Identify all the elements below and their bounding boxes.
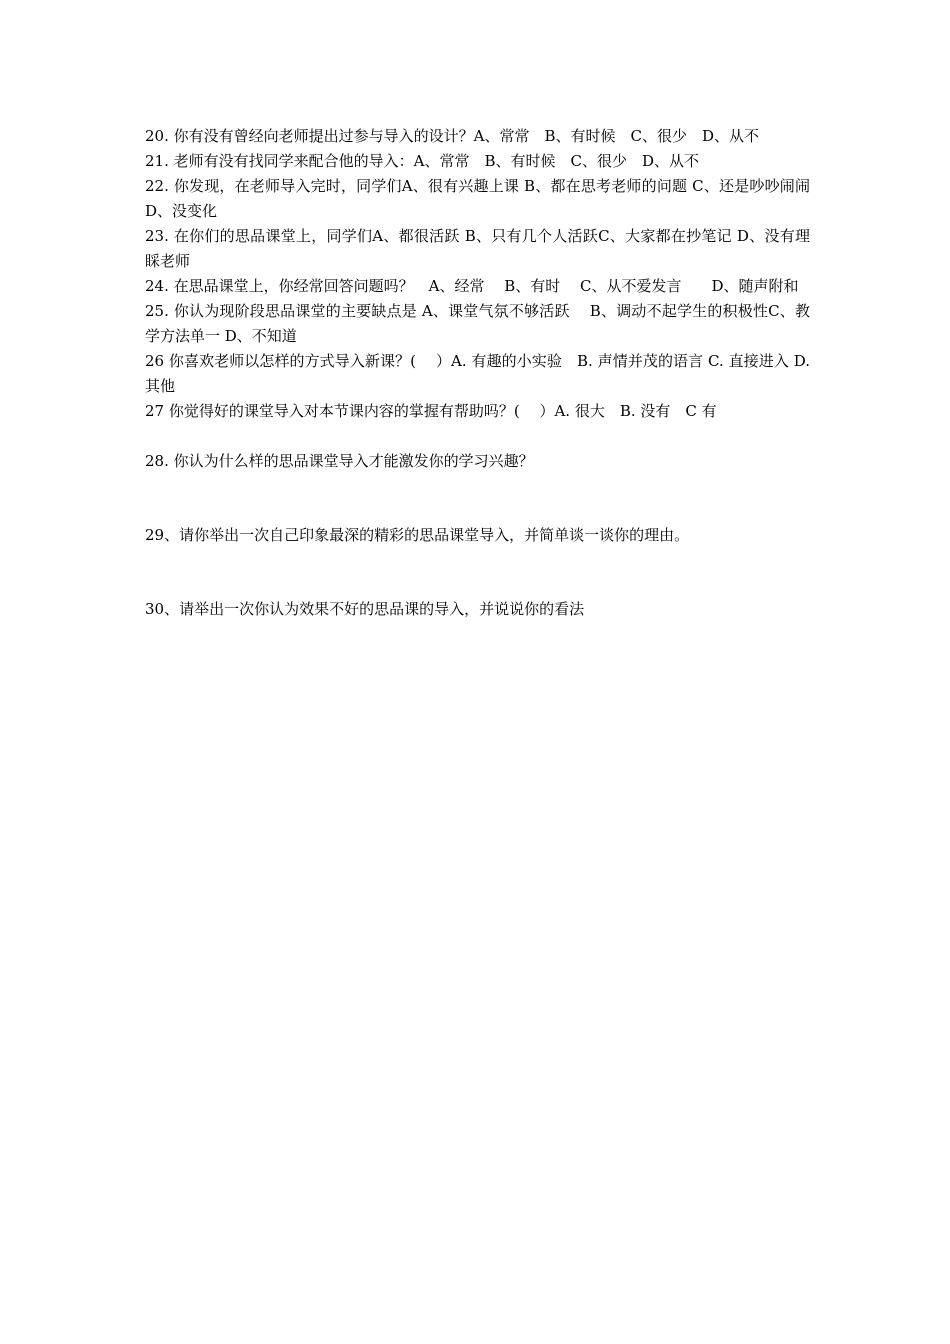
question-25: 25. 你认为现阶段思品课堂的主要缺点是 A、课堂气氛不够活跃 B、调动不起学生的积极性C、教学方法单一 D、不知道 bbox=[145, 302, 810, 345]
question-20: 20. 你有没有曾经向老师提出过参与导入的设计？A、常常 B、有时候 C、很少 D、从不 bbox=[145, 127, 759, 145]
question-23: 23. 在你们的思品课堂上，同学们A、都很活跃 B、只有几个人活跃C、大家都在抄笔记 D、没有理睬老师 bbox=[145, 227, 810, 270]
question-22: 22. 你发现，在老师导入完时，同学们A、很有兴趣上课 B、都在思考老师的问题 C、还是吵吵闹闹 D、没变化 bbox=[145, 177, 810, 220]
question-27: 27 你觉得好的课堂导入对本节课内容的掌握有帮助吗？( ）A. 很大 B. 没有 C 有 bbox=[145, 402, 717, 420]
question-28: 28. 你认为什么样的思品课堂导入才能激发你的学习兴趣？ bbox=[145, 452, 534, 470]
question-29: 29、请你举出一次自己印象最深的精彩的思品课堂导入，并简单谈一谈你的理由。 bbox=[145, 526, 690, 544]
question-21: 21. 老师有没有找同学来配合他的导入：A、常常 B、有时候 C、很少 D、从不 bbox=[145, 152, 699, 170]
question-26: 26 你喜欢老师以怎样的方式导入新课？( ）A. 有趣的小实验 B. 声情并茂的语言 C. 直接进入 D. 其他 bbox=[145, 352, 810, 395]
question-24: 24. 在思品课堂上，你经常回答问题吗？ A、经常 B、有时 C、从不爱发言 D、随声附和 bbox=[145, 277, 799, 295]
questionnaire-body bbox=[145, 124, 810, 622]
question-30: 30、请举出一次你认为效果不好的思品课的导入，并说说你的看法 bbox=[145, 600, 585, 618]
